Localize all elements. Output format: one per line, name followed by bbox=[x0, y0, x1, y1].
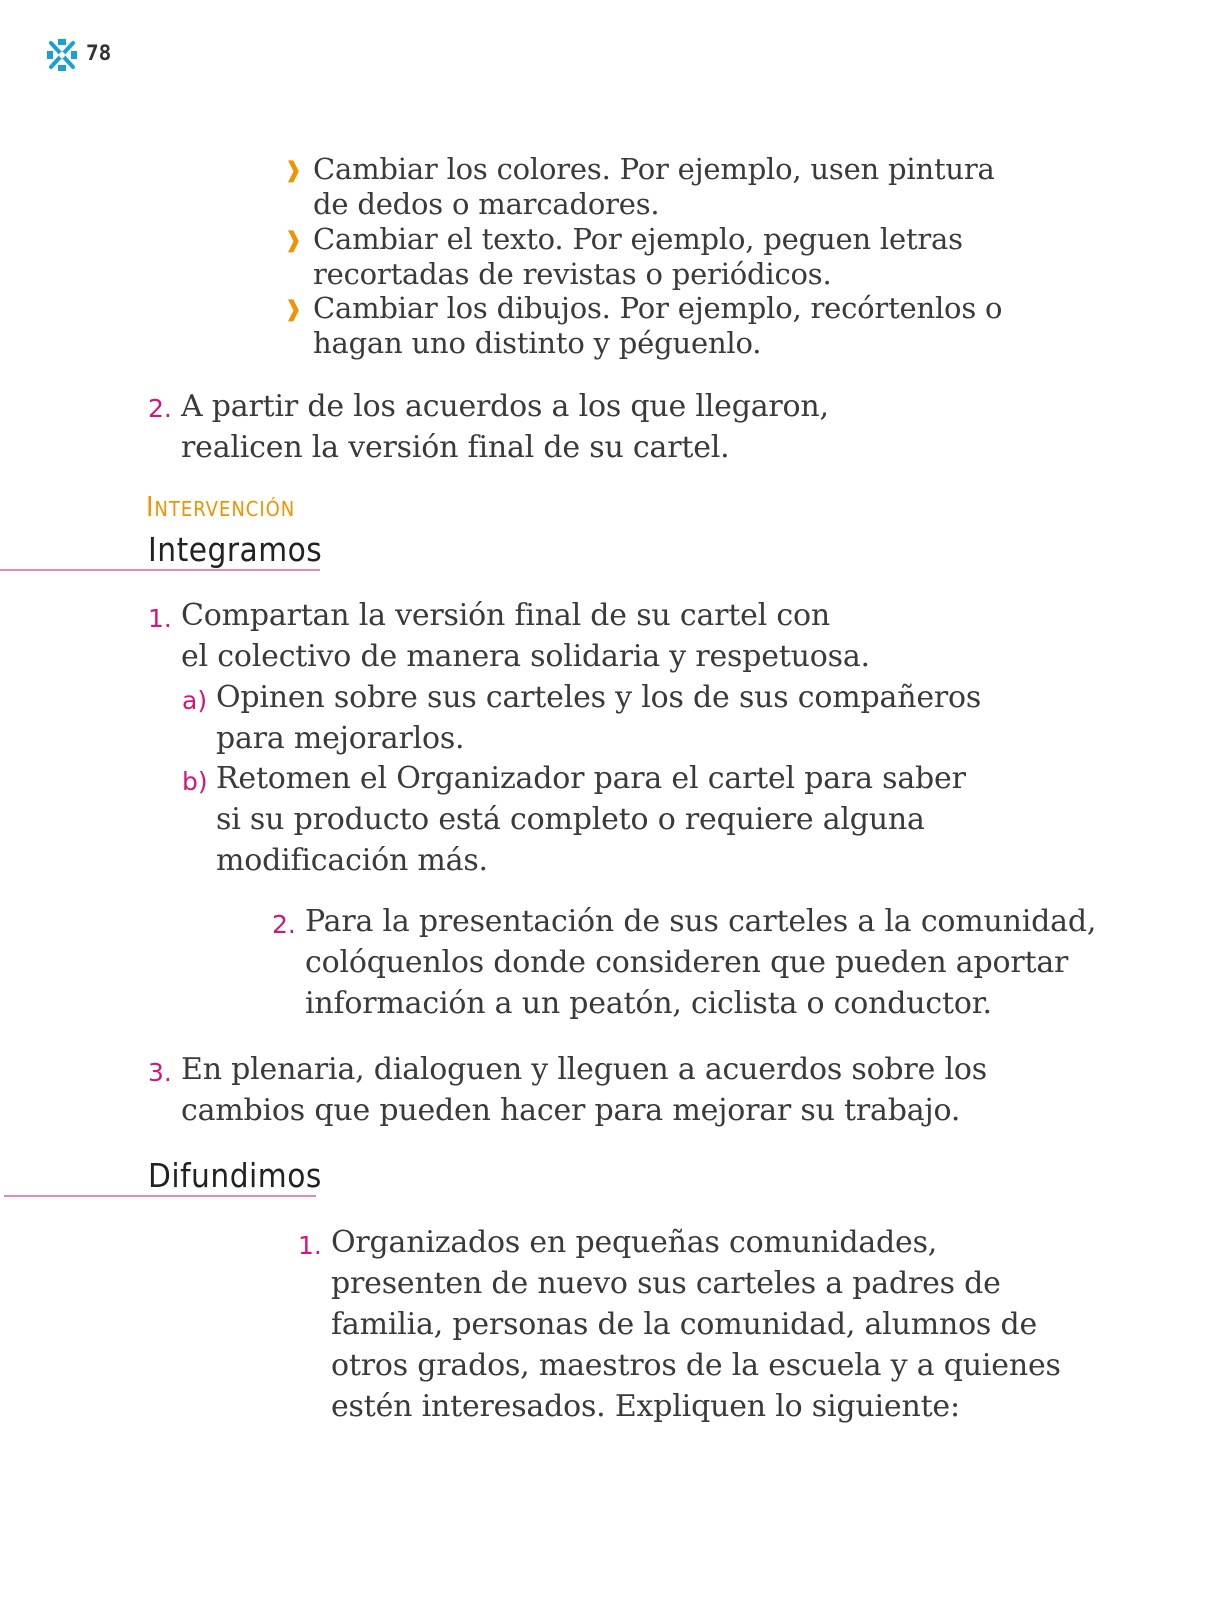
bullet-arrow-icon: ❱ bbox=[284, 158, 303, 183]
section-title: Integramos bbox=[148, 530, 323, 569]
list-subitem-text: Retomen el Organizador para el cartel para saber si su producto está completo o requiere alguna modificación más. bbox=[216, 761, 966, 878]
list-number: 1. bbox=[148, 604, 172, 633]
section-title: Difundimos bbox=[148, 1156, 322, 1195]
bullet-item: Cambiar los dibujos. Por ejemplo, recórtenlos o hagan uno distinto y péguenlo. bbox=[313, 291, 1003, 360]
list-number: 2. bbox=[272, 910, 296, 939]
list-number: 2. bbox=[148, 394, 172, 423]
list-number: 3. bbox=[148, 1058, 172, 1087]
bullet-item: Cambiar el texto. Por ejemplo, peguen letras recortadas de revistas o periódicos. bbox=[313, 222, 963, 291]
list-item-text: Compartan la versión final de su cartel con el colectivo de manera solidaria y respetuosa. bbox=[181, 598, 870, 674]
page-number: 78 bbox=[86, 41, 112, 65]
list-letter: b) bbox=[182, 767, 208, 796]
bullet-arrow-icon: ❱ bbox=[284, 297, 303, 322]
bullet-item: Cambiar los colores. Por ejemplo, usen pintura de dedos o marcadores. bbox=[313, 152, 995, 221]
section-rule bbox=[4, 1195, 316, 1197]
list-item-text: Organizados en pequeñas comunidades, presenten de nuevo sus carteles a padres de familia, personas de la comunidad, alumnos de otros grados, maestros de la escuela y a quienes estén interesados. Expliquen lo siguiente: bbox=[331, 1225, 1061, 1424]
list-subitem-text: Opinen sobre sus carteles y los de sus compañeros para mejorarlos. bbox=[216, 680, 982, 756]
list-number: 1. bbox=[298, 1231, 322, 1260]
section-rule bbox=[0, 569, 320, 571]
list-item-text: A partir de los acuerdos a los que llegaron, realicen la versión final de su cartel. bbox=[181, 389, 829, 465]
section-label: Intervención bbox=[146, 490, 296, 523]
decorative-cross-logo-icon bbox=[46, 38, 78, 72]
list-item-text: Para la presentación de sus carteles a la comunidad, colóquenlos donde consideren que pueden aportar información a un peatón, ciclista o conductor. bbox=[305, 904, 1097, 1021]
list-item-text: En plenaria, dialoguen y lleguen a acuerdos sobre los cambios que pueden hacer para mejorar su trabajo. bbox=[181, 1052, 987, 1128]
list-letter: a) bbox=[182, 686, 208, 715]
bullet-arrow-icon: ❱ bbox=[284, 228, 303, 253]
